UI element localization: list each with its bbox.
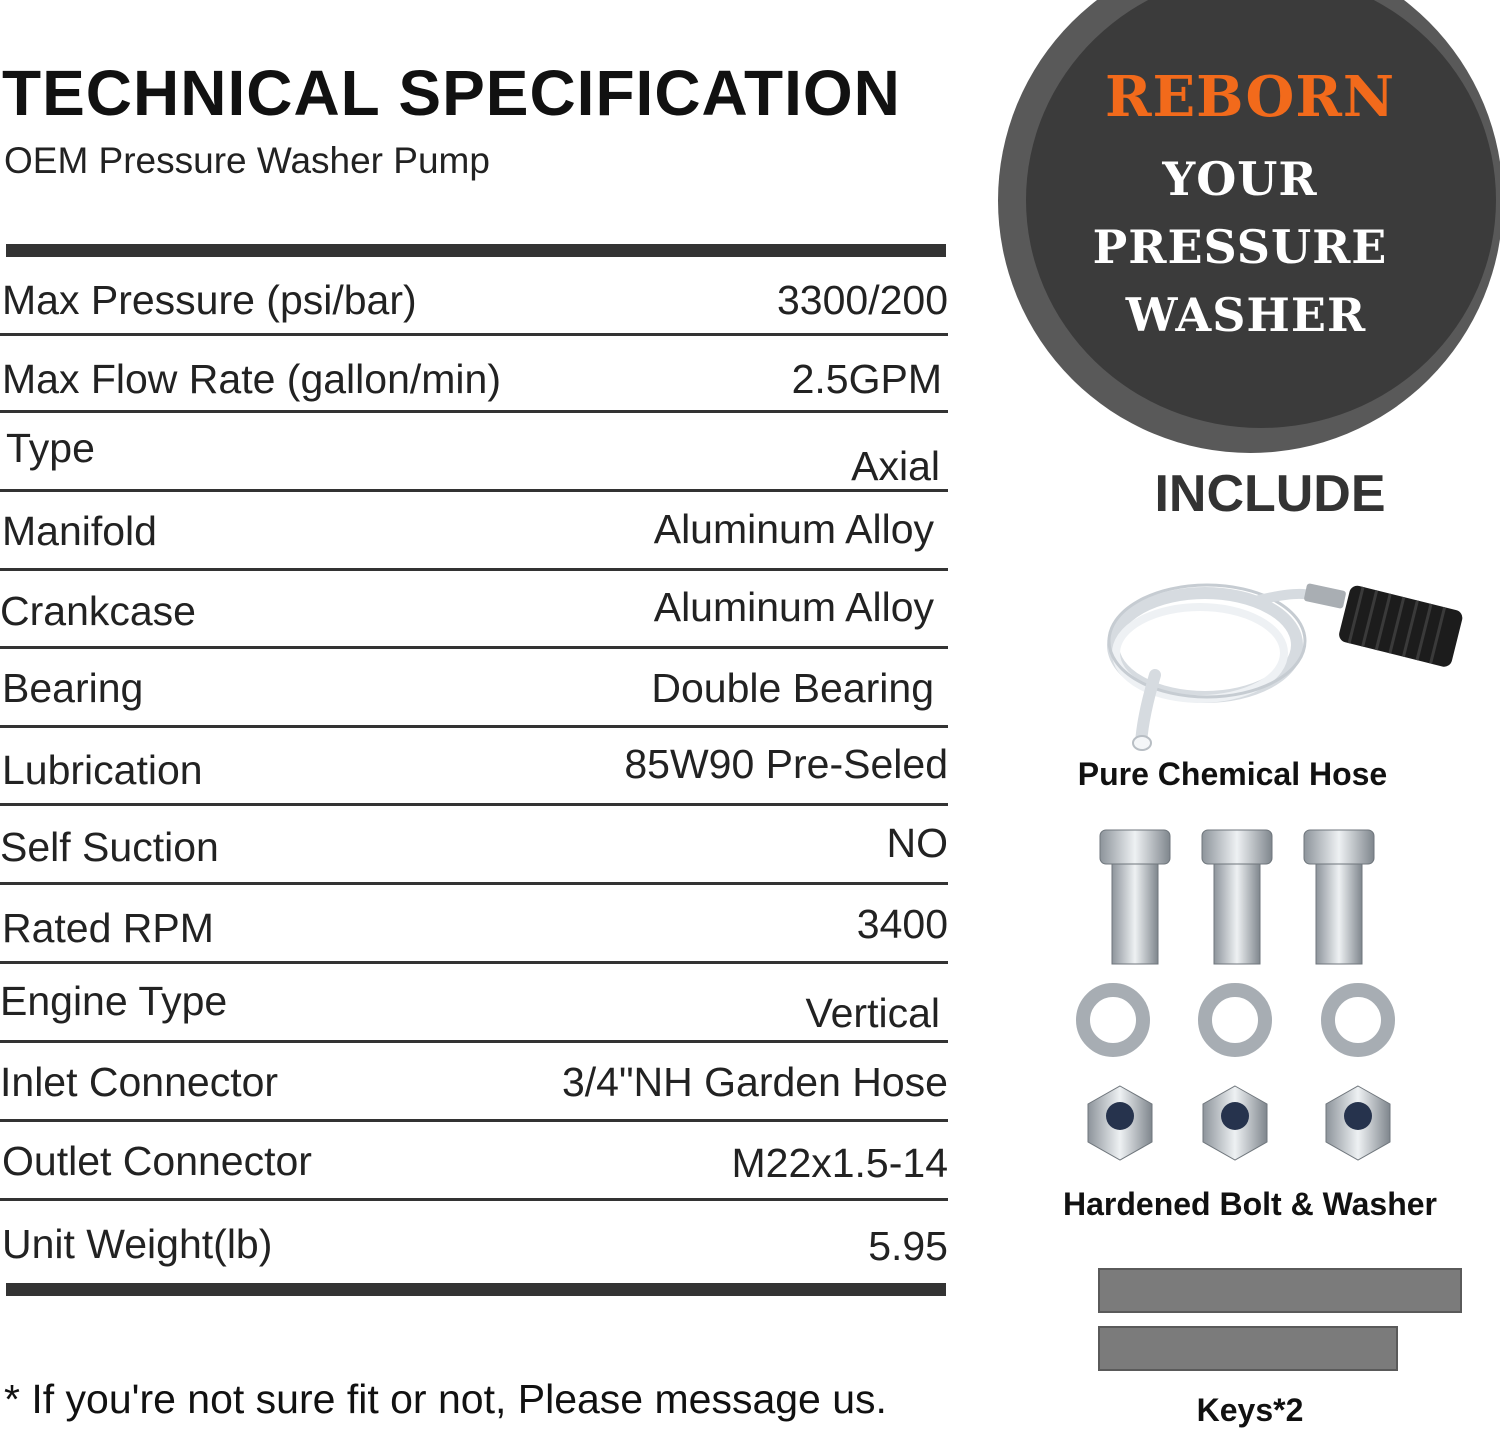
bolt-washer-icon [1060,828,1460,1178]
spec-row-crankcase [0,570,948,649]
include-caption-keys: Keys*2 [1196,1392,1304,1428]
spec-value: Vertical [805,990,940,1036]
spec-label: Engine Type [0,978,228,1024]
spec-value: M22x1.5-14 [731,1140,948,1186]
spec-row-outlet-connector [0,1122,948,1201]
spec-label: Unit Weight(lb) [2,1221,273,1267]
spec-label: Max Flow Rate (gallon/min) [2,356,501,402]
spec-value: NO [886,820,948,866]
spec-label: Bearing [2,665,144,711]
page-subtitle: OEM Pressure Washer Pump [4,140,490,181]
spec-value: 3/4"NH Garden Hose [561,1059,948,1105]
page-title: TECHNICAL SPECIFICATION [2,57,901,129]
spec-value: Aluminum Alloy [653,584,934,630]
spec-row-self-suction [0,806,948,885]
key-bar-icon [1098,1268,1462,1313]
spec-row-bearing [0,649,948,728]
spec-row-unit-weight [0,1201,948,1280]
spec-value: 85W90 Pre-Seled [624,741,948,787]
badge-accent-text: REBORN [1104,64,1396,130]
spec-label: Type [6,425,95,471]
table-bottom-divider [6,1283,946,1296]
spec-label: Lubrication [2,747,203,793]
spec-row-type [0,413,948,492]
spec-row-inlet-connector [0,1043,948,1122]
table-top-divider [6,244,946,257]
spec-value: 2.5GPM [791,356,942,402]
fitment-note: * If you're not sure fit or not, Please message us. [4,1376,887,1422]
spec-row-max-flow-rate [0,334,948,413]
spec-label: Self Suction [0,824,219,870]
badge-line: PRESSURE [1092,220,1388,274]
spec-label: Rated RPM [2,905,214,951]
spec-row-engine-type [0,964,948,1043]
spec-label: Manifold [2,508,157,554]
spec-value: 3300/200 [776,277,948,323]
spec-label: Outlet Connector [2,1138,312,1184]
spec-label: Max Pressure (psi/bar) [2,277,417,323]
include-caption-hardware: Hardened Bolt & Washer [1063,1186,1437,1222]
spec-value: 3400 [856,901,948,947]
spec-label: Inlet Connector [0,1059,279,1105]
spec-value: Axial [851,443,940,489]
spec-value: Double Bearing [651,665,934,711]
spec-label: Crankcase [0,588,196,634]
badge-line: YOUR [1162,152,1318,206]
spec-row-max-pressure [0,257,948,336]
include-caption-hose: Pure Chemical Hose [1077,756,1388,792]
spec-value: 5.95 [868,1223,948,1269]
badge-line: WASHER [1125,288,1367,342]
spec-row-rated-rpm [0,885,948,964]
chemical-hose-icon [1095,565,1475,755]
key-bar-icon [1098,1326,1398,1371]
spec-row-lubrication [0,727,948,806]
spec-value: Aluminum Alloy [653,506,934,552]
spec-row-manifold [0,492,948,571]
include-heading: INCLUDE [1154,465,1386,523]
